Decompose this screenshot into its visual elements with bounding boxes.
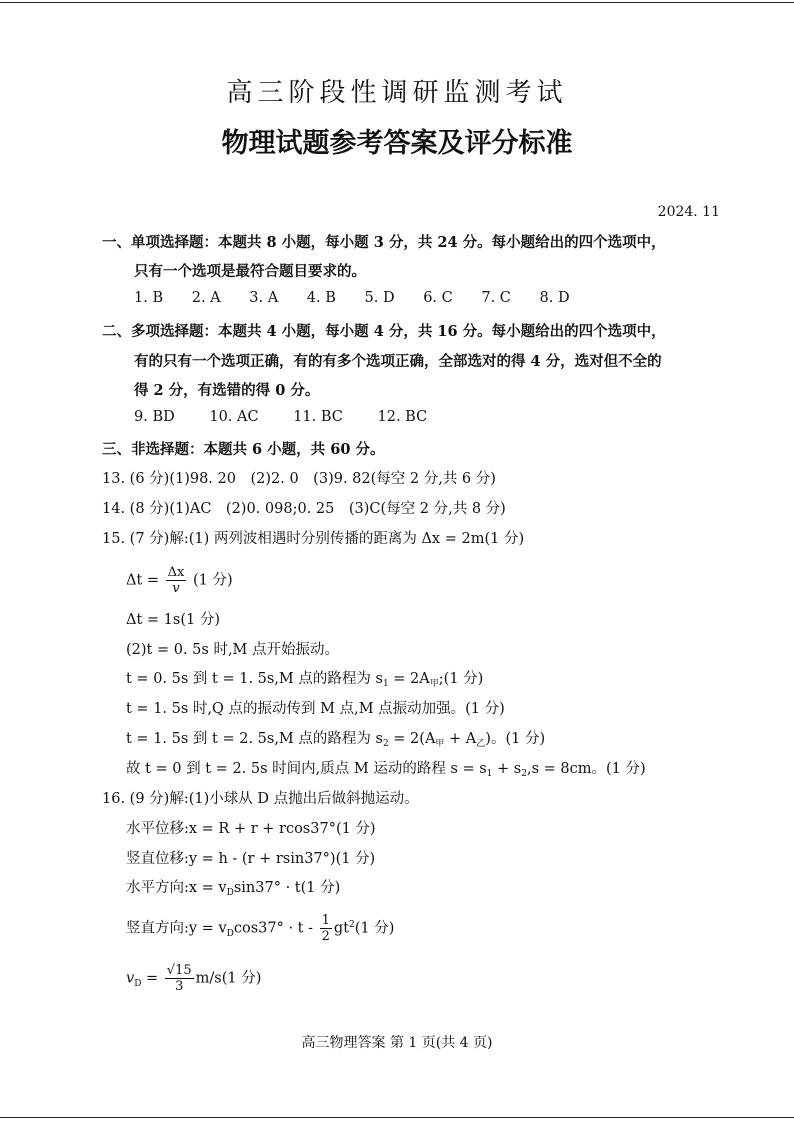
q15-line8-plus: + s <box>492 761 522 777</box>
q16-line5-mid: cos37° · t - <box>233 920 314 937</box>
q15-line8-sub1: 1 <box>486 769 493 779</box>
q15-line7-post: )。(1 分) <box>485 731 546 747</box>
q16-line5-sub: D <box>226 928 234 939</box>
q16-half-numerator: 1 <box>321 913 330 928</box>
q15-line7-text: t = 1. 5s 到 t = 2. 5s,M 点的路程为 s <box>126 731 383 747</box>
q16-fraction-half <box>320 913 332 944</box>
answer-key-title: 物理试题参考答案及评分标准 <box>221 128 573 159</box>
answer-5: 5. D <box>364 290 395 306</box>
q16-line3: 竖直位移:y = h - (r + rsin37°)(1 分) <box>126 851 376 867</box>
section3-heading: 三、非选择题：本题共 6 小题，共 60 分。 <box>102 441 385 458</box>
q16-line4 <box>126 876 340 897</box>
q15-line8-sub2: 2 <box>521 769 527 779</box>
section1-answers <box>134 290 594 306</box>
q15-line5-post: ;(1 分) <box>438 671 484 687</box>
section1-heading-line2: 只有一个选项是最符合题目要求的。 <box>134 263 366 280</box>
top-rule <box>0 2 794 3</box>
section2-heading-line2: 有的只有一个选项正确，有的有多个选项正确，全部选对的得 4 分，选对但不全的 <box>134 353 662 370</box>
question-13-answer: 13. (6 分)(1)98. 20 (2)2. 0 (3)9. 82(每空 2 分,共 6 分) <box>102 471 496 487</box>
q16-line2: 水平位移:x = R + r + rcos37°(1 分) <box>126 821 376 837</box>
q15-line7-a1-sub: 甲 <box>435 739 445 749</box>
q15-line7 <box>126 727 545 748</box>
section2-heading-line1: 二、多项选择题：本题共 4 小题，每小题 4 分，共 16 分。每小题给出的四个选项中， <box>102 323 666 340</box>
q16-line5-text: 竖直方向:y = v <box>126 920 227 937</box>
q15-line8-text: 故 t = 0 到 t = 2. 5s 时间内,质点 M 运动的路程 s = s <box>126 761 487 777</box>
answer-6: 6. C <box>423 290 453 306</box>
answer-12: 12. BC <box>377 409 428 425</box>
section2-answers <box>134 409 457 425</box>
q16-line5-g: gt <box>333 920 350 937</box>
q15-line2 <box>126 565 233 596</box>
section2-heading-line3: 得 2 分，有选错的得 0 分。 <box>134 382 320 399</box>
q16-line5-post: (1 分) <box>354 920 395 937</box>
q15-line5-text: t = 0. 5s 到 t = 1. 5s,M 点的路程为 s <box>126 671 383 687</box>
answer-9: 9. BD <box>134 409 175 425</box>
q16-line6-sub: D <box>134 978 142 989</box>
q16-line6-eq: = <box>141 970 159 987</box>
q15-fraction-denominator: v <box>172 581 180 596</box>
q16-line4-text: 水平方向:x = v <box>126 880 227 896</box>
q15-line4: (2)t = 0. 5s 时,M 点开始振动。 <box>126 642 340 658</box>
q16-line5-sup: 2 <box>349 919 355 930</box>
answer-2: 2. A <box>191 290 221 306</box>
q16-fraction-vd <box>165 963 194 994</box>
answer-8: 8. D <box>539 290 570 306</box>
q15-line3: Δt = 1s(1 分) <box>126 612 220 628</box>
q15-line2-score: (1 分) <box>193 572 233 589</box>
q15-fraction <box>166 565 187 596</box>
q15-line8-post: ,s = 8cm。(1 分) <box>526 761 646 777</box>
q15-line7-mid: = 2(A <box>388 731 436 747</box>
q15-line7-sub: 2 <box>382 739 389 749</box>
exam-title: 高三阶段性调研监测考试 <box>226 78 568 108</box>
q15-line5 <box>126 667 483 688</box>
answer-11: 11. BC <box>293 409 343 425</box>
q16-line1: 16. (9 分)解:(1)小球从 D 点抛出后做斜抛运动。 <box>102 791 419 807</box>
page-footer: 高三物理答案 第 1 页(共 4 页) <box>301 1035 493 1051</box>
q16-vd-numerator: √15 <box>166 963 192 978</box>
question-14-answer: 14. (8 分)(1)AC (2)0. 098;0. 25 (3)C(每空 2 分,共 8 分) <box>102 501 506 517</box>
q15-line5-a-sub: 甲 <box>429 679 439 689</box>
answer-1: 1. B <box>134 290 164 306</box>
q16-line5 <box>126 913 394 944</box>
section1-heading-line1: 一、单项选择题：本题共 8 小题，每小题 3 分，共 24 分。每小题给出的四个选项中， <box>102 234 666 251</box>
q16-line4-post: sin37° · t(1 分) <box>233 880 341 896</box>
answer-10: 10. AC <box>209 409 259 425</box>
q16-line6-post: m/s(1 分) <box>195 970 262 987</box>
answer-4: 4. B <box>306 290 336 306</box>
bottom-rule <box>0 1117 794 1118</box>
answer-7: 7. C <box>481 290 511 306</box>
q16-line6-v: v <box>126 970 135 987</box>
q16-line6 <box>126 963 261 994</box>
q15-dt-label: Δt = <box>126 572 160 589</box>
q16-line4-sub: D <box>226 888 234 898</box>
q15-fraction-numerator: Δx <box>167 565 185 580</box>
q15-line7-plus: + A <box>444 731 477 747</box>
q16-half-denominator: 2 <box>321 929 330 944</box>
exam-date: 2024. 11 <box>657 204 720 220</box>
q15-line6: t = 1. 5s 时,Q 点的振动传到 M 点,M 点振动加强。(1 分) <box>126 701 505 717</box>
q15-line7-a2-sub: 乙 <box>476 739 486 749</box>
q15-line1: 15. (7 分)解:(1) 两列波相遇时分别传播的距离为 Δx = 2m(1 分) <box>102 531 525 547</box>
q15-line5-sub: 1 <box>382 679 389 689</box>
q15-line5-mid: = 2A <box>388 671 430 687</box>
q15-line8 <box>126 757 646 778</box>
q16-vd-denominator: 3 <box>175 979 184 994</box>
answer-3: 3. A <box>249 290 279 306</box>
